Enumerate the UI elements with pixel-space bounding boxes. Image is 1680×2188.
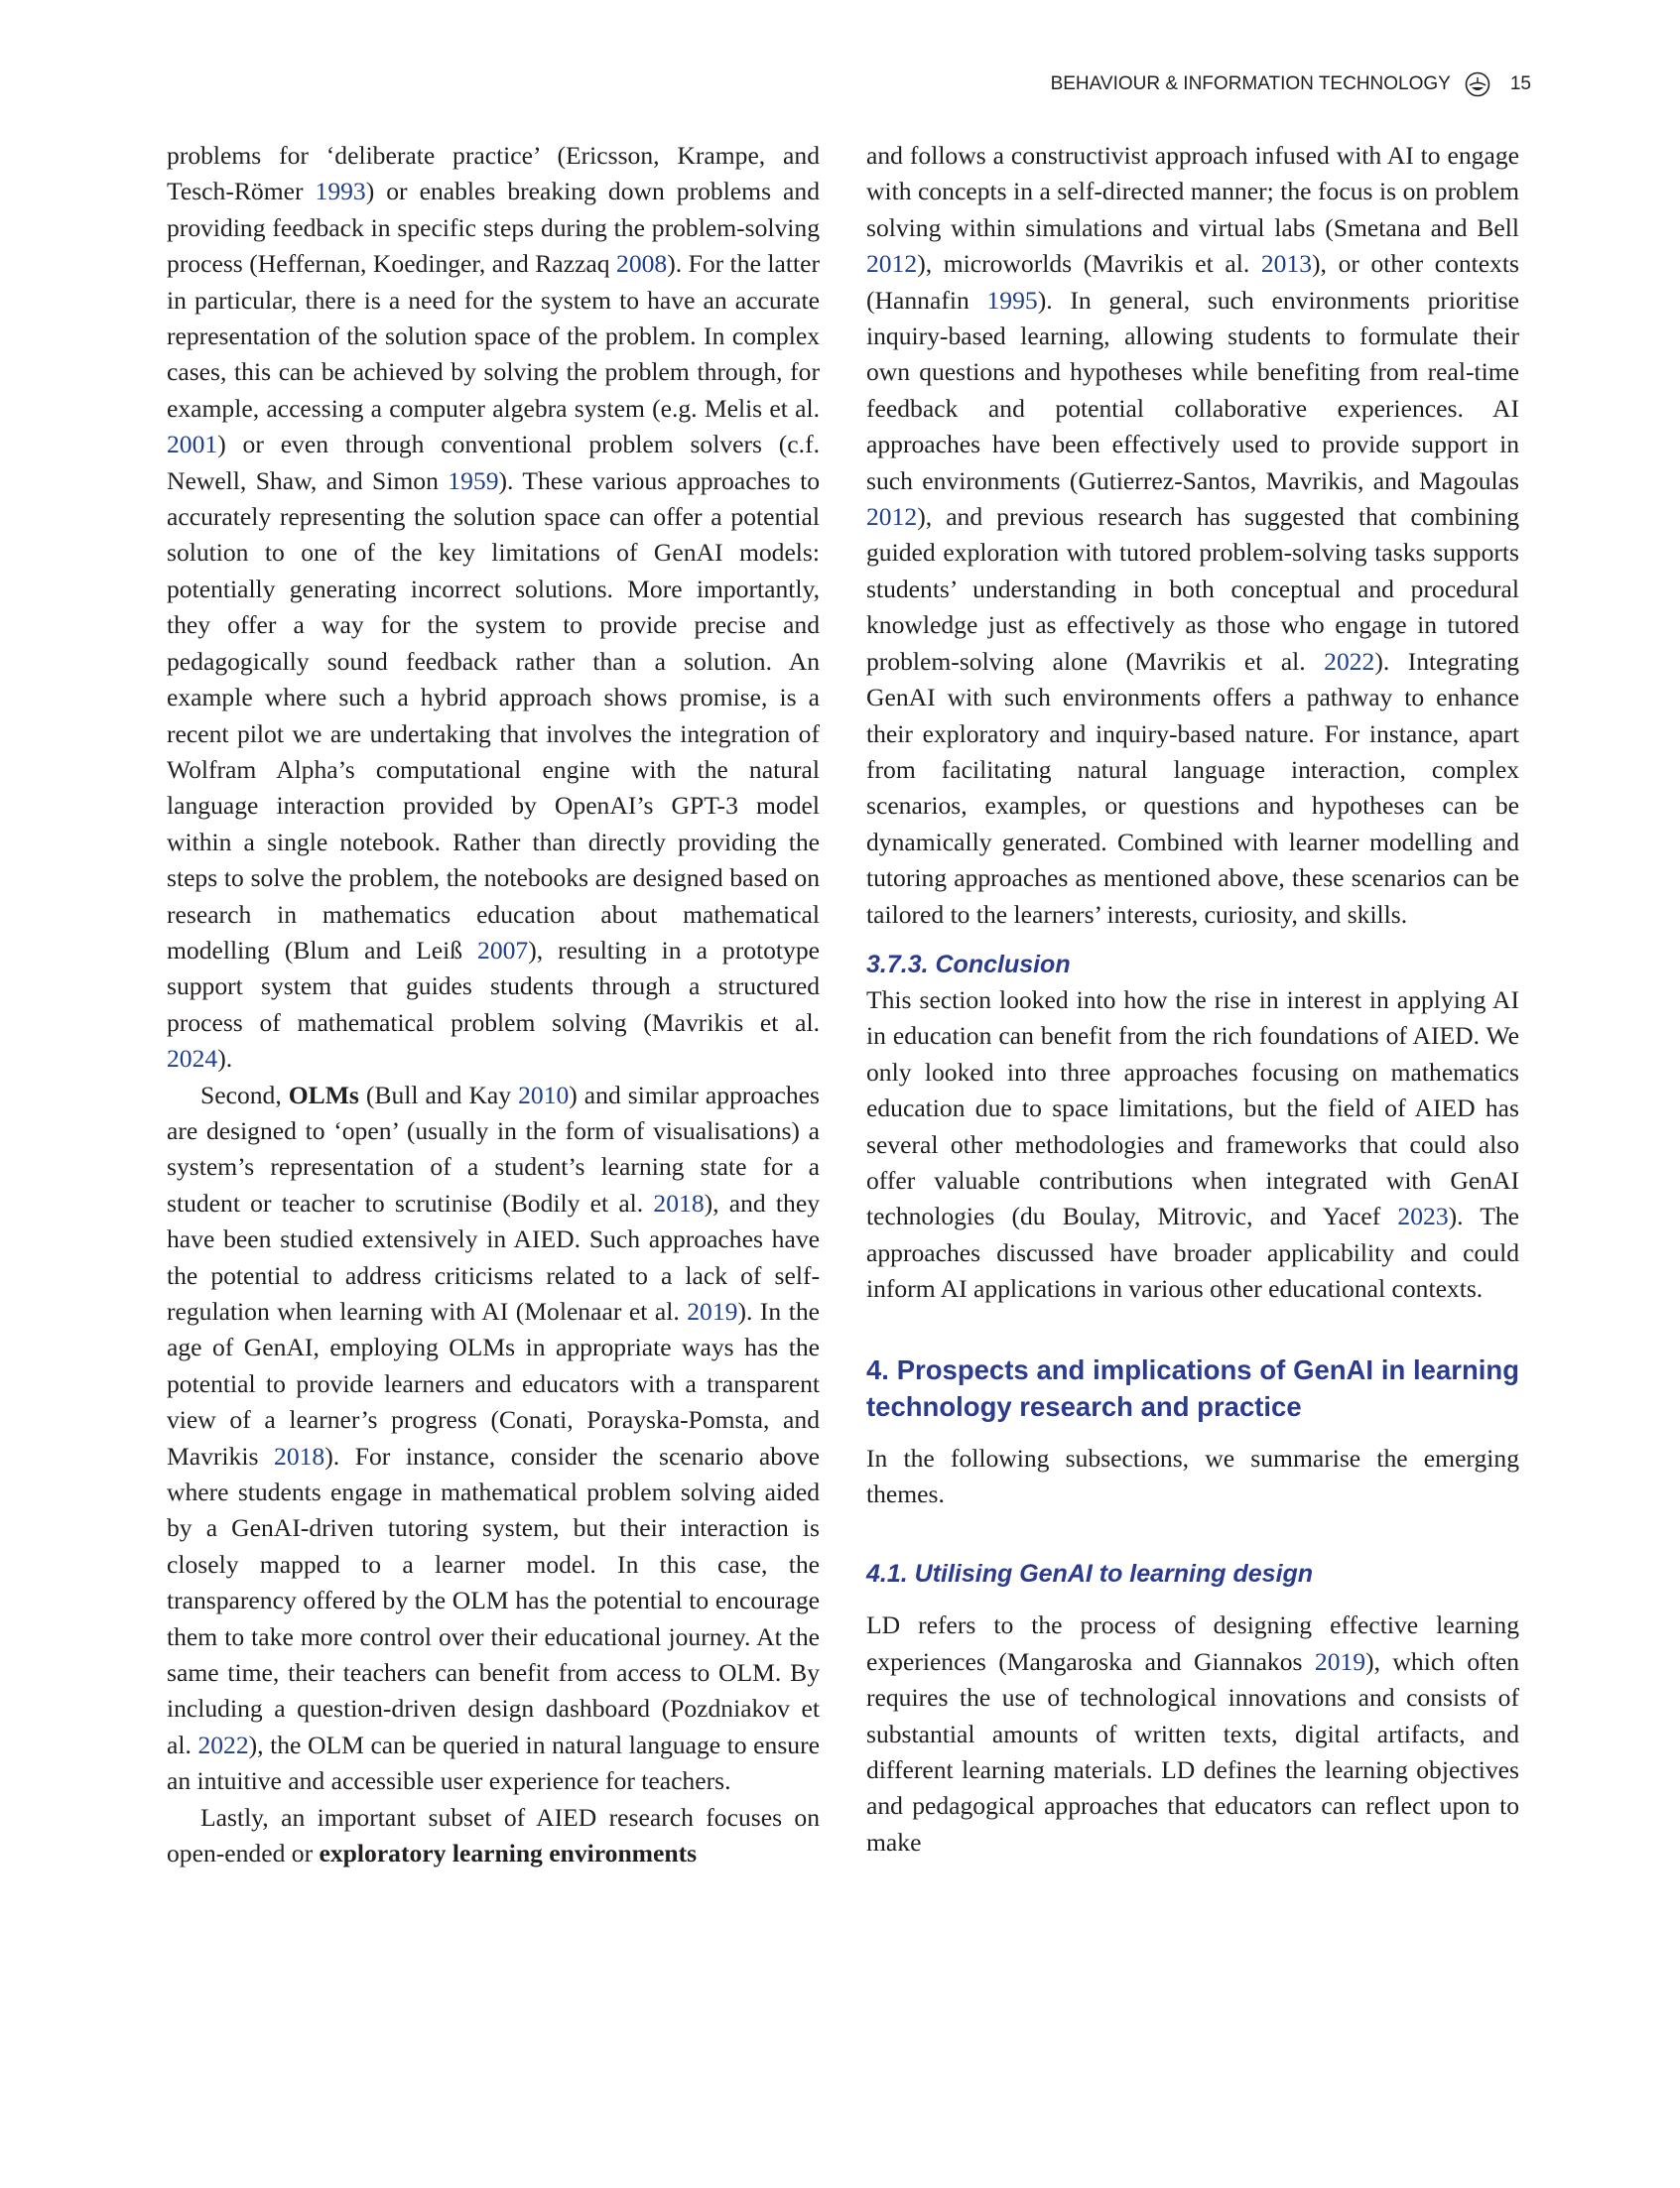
subsection-heading-4-1: 4.1. Utilising GenAI to learning design (866, 1560, 1314, 1589)
text-run: ), which often requires the use of technological innovations and consists of substantial amounts of written texts, digital artifacts, and different learning materials. LD defines the learning objectives and pedagogical approaches that educators can reflect upon to make (866, 1646, 1519, 1857)
bold-term: OLMs (288, 1080, 359, 1109)
paragraph-section-4-intro (866, 1441, 1519, 1513)
paragraph-exploratory-continued (866, 138, 1519, 933)
citation-year-link[interactable]: 2023 (1397, 1202, 1449, 1231)
citation-year-link[interactable]: 2022 (197, 1730, 249, 1759)
citation-year-link[interactable]: 2018 (274, 1441, 325, 1471)
journal-title: BEHAVIOUR & INFORMATION TECHNOLOGY (1050, 73, 1451, 94)
citation-year-link[interactable]: 1959 (448, 465, 499, 495)
text-run: and follows a constructivist approach infused with AI to engage with concepts in a self-directed manner; the focus is on problem solving within simulations and virtual labs (Smetana and Bell (866, 141, 1519, 242)
text-run: ). In general, such environments prioritise inquiry-based learning, allowing students to formulate their own questions and hypotheses while benefiting from real-time feedback and potential collaborative experiences. AI approaches have been effectively used to provide support in such environments (Gutierrez-Santos, Mavrikis, and Magoulas (866, 285, 1519, 495)
page-number: 15 (1509, 73, 1531, 94)
citation-year-link[interactable]: 2019 (687, 1297, 738, 1326)
text-run: ) or even through conventional problem solvers (c.f. Newell, Shaw, and Simon (167, 430, 820, 495)
text-run: ), and they have been studied extensively in AIED. Such approaches have the potential to address criticisms related to a lack of self-regulation when learning with AI (Molenaar et al. (167, 1188, 820, 1326)
text-run: ). The approaches discussed have broader applicability and could inform AI applications in various other educational contexts. (866, 1202, 1519, 1304)
citation-year-link[interactable]: 1993 (315, 177, 366, 206)
text-run: ). Integrating GenAI with such environments offers a pathway to enhance their exploratory and inquiry-based nature. For instance, apart from facilitating natural language interaction, complex scenarios, examples, or questions and hypotheses can be dynamically generated. Combined with learner modelling and tutoring approaches as mentioned above, these scenarios can be tailored to the learners’ interests, curiosity, and skills. (866, 646, 1519, 929)
running-header (1051, 69, 1531, 99)
citation-year-link[interactable]: 2012 (866, 249, 918, 279)
text-run: ) or enables breaking down problems and providing feedback in specific steps during the problem-solving process (Heffernan, Koedinger, and Razzaq (167, 177, 820, 279)
text-run: Second, (200, 1080, 289, 1109)
citation-year-link[interactable]: 2001 (167, 430, 218, 459)
text-run: ), or other contexts (Hannafin (866, 249, 1519, 315)
text-run: LD refers to the process of designing effective learning experiences (Mangaroska and Giannakos (866, 1610, 1519, 1676)
text-run: ). In the age of GenAI, employing OLMs in appropriate ways has the potential to provide learners and educators with a transparent view of a learner’s progress (Conati, Porayska-Pomsta, and Mavrikis (167, 1297, 820, 1471)
citation-year-link[interactable]: 2024 (167, 1044, 218, 1074)
citation-year-link[interactable]: 2007 (477, 935, 529, 965)
citation-year-link[interactable]: 2013 (1260, 249, 1313, 279)
subsection-heading-conclusion: 3.7.3. Conclusion (866, 950, 1071, 978)
text-run: ), microworlds (Mavrikis et al. (917, 249, 1261, 279)
text-run: Lastly, an important subset of AIED research focuses on open-ended or (167, 1802, 820, 1868)
left-column (167, 138, 820, 1872)
citation-year-link[interactable]: 1995 (986, 285, 1038, 315)
section-heading-4: 4. Prospects and implications of GenAI in learning technology research and practice (866, 1353, 1519, 1422)
text-run: ). For the latter in particular, there is a need for the system to have an accurate representation of the solution space of the problem. In complex cases, this can be achieved by solving the problem through, for example, accessing a computer algebra system (e.g. Melis et al. (167, 249, 820, 423)
text-run: ), the OLM can be queried in natural language to ensure an intuitive and accessible user experience for teachers. (167, 1730, 820, 1796)
paragraph-conclusion (866, 982, 1519, 1308)
paragraph (167, 138, 820, 1078)
text-run: ). For instance, consider the scenario above where students engage in mathematical problem solving aided by a GenAI-driven tutoring system, but their interaction is closely mapped to a learner model. In this case, the transparency offered by the OLM has the potential to encourage them to take more control over their educational journey. At the same time, their teachers can benefit from access to OLM. By including a question-driven design dashboard (Pozdniakov et al. (167, 1441, 820, 1759)
text-run: (Bull and Kay (358, 1080, 519, 1109)
text-run: ). These various approaches to accurately representing the solution space can offer a potential solution to one of the key limitations of GenAI models: potentially generating incorrect solutions. More importantly, they offer a way for the system to provide precise and pedagogically sound feedback rather than a solution. An example where such a hybrid approach shows promise, is a recent pilot we are undertaking that involves the integration of Wolfram Alpha’s computational engine with the natural language interaction provided by OpenAI’s GPT-3 model within a single notebook. Rather than directly providing the steps to solve the problem, the notebooks are designed based on research in mathematics education about mathematical modelling (Blum and Leiß (167, 465, 820, 965)
citation-year-link[interactable]: 2018 (653, 1188, 705, 1218)
paragraph-olms (167, 1078, 820, 1800)
text-run: ), resulting in a prototype support system that guides students through a structured process of mathematical problem solving (Mavrikis et al. (167, 935, 820, 1037)
text-run: problems for ‘deliberate practice’ (Ericsson, Krampe, and Tesch-Römer (167, 141, 820, 206)
text-run: This section looked into how the rise in interest in applying AI in education can benefit from the rich foundations of AIED. We only looked into three approaches focusing on mathematics education due to space limitations, but the field of AIED has several other methodologies and frameworks that could also offer valuable contributions when integrated with GenAI technologies (du Boulay, Mitrovic, and Yacef (866, 984, 1519, 1231)
bold-term: exploratory learning environments (319, 1839, 698, 1868)
text-run: ), and previous research has suggested that combining guided exploration with tutored problem-solving tasks supports students’ understanding in both conceptual and procedural knowledge just as effectively as those who engage in tutored problem-solving alone (Mavrikis et al. (866, 502, 1519, 676)
right-column (866, 138, 1519, 1861)
citation-year-link[interactable]: 2012 (866, 502, 918, 532)
text-run: ). (217, 1044, 233, 1074)
paragraph-learning-design (866, 1608, 1519, 1861)
publisher-logo-icon (1465, 71, 1490, 97)
text-run: ) and similar approaches are designed to ‘open’ (usually in the form of visualisations) a system’s representation of a student’s learning state for a student or teacher to scrutinise (Bodily et al. (167, 1080, 820, 1218)
citation-year-link[interactable]: 2008 (616, 249, 668, 279)
citation-year-link[interactable]: 2022 (1324, 646, 1375, 676)
citation-year-link[interactable]: 2019 (1314, 1646, 1366, 1676)
text-run: In the following subsections, we summarise the emerging themes. (866, 1443, 1519, 1508)
citation-year-link[interactable]: 2010 (518, 1080, 570, 1109)
paragraph-exploratory (167, 1800, 820, 1872)
